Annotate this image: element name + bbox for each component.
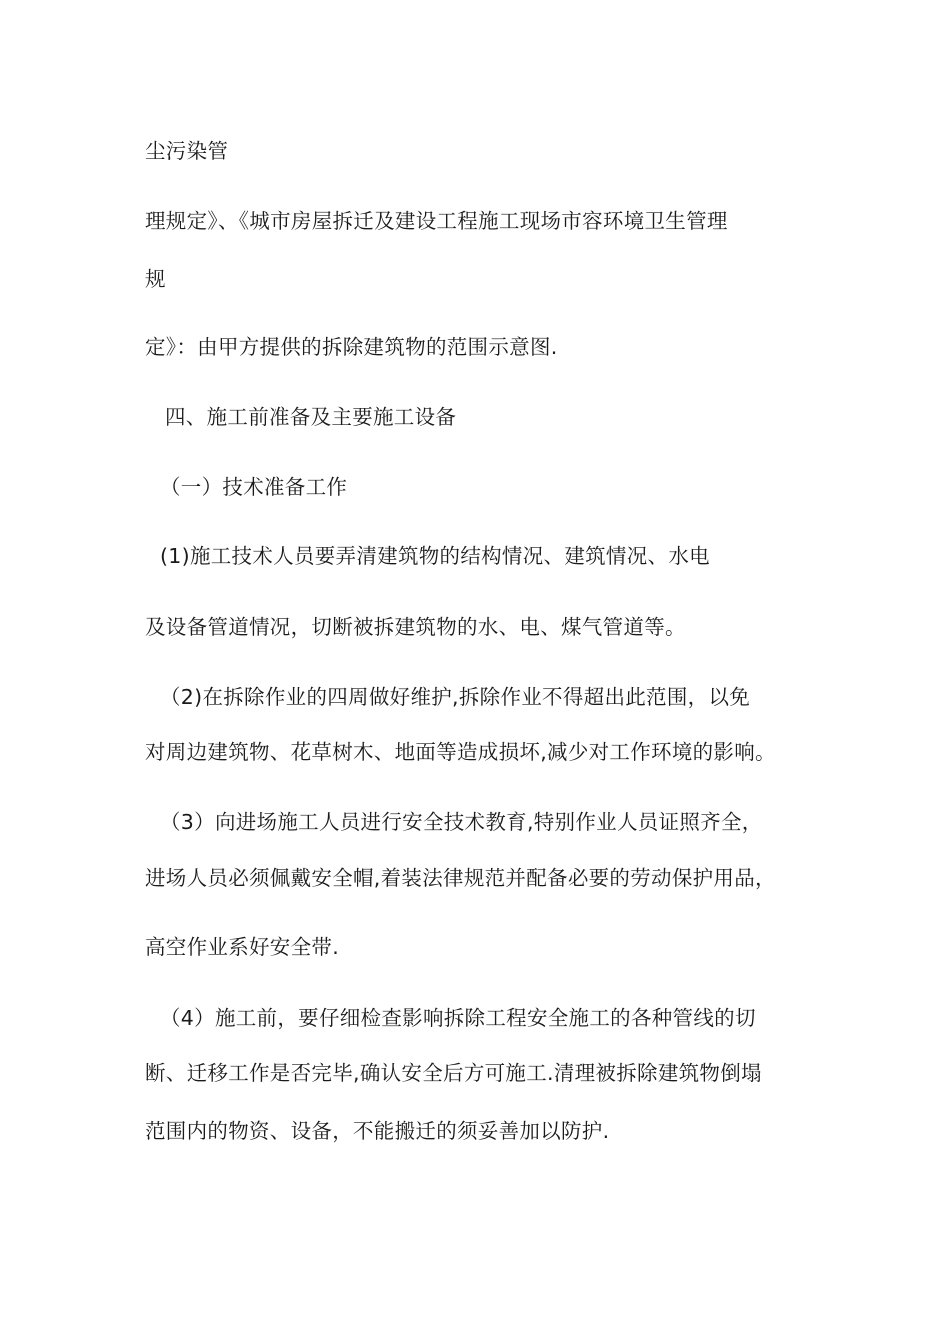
text-line: 对周边建筑物、花草树木、地面等造成损坏,减少对工作环境的影响。 xyxy=(145,740,776,764)
text-line: 尘污染管 xyxy=(145,139,229,163)
subsection-heading: （一）技术准备工作 xyxy=(160,475,348,499)
text-line: 进场人员必须佩戴安全帽,着装法律规范并配备必要的劳动保护用品， xyxy=(145,866,776,890)
text-line: （3）向进场施工人员进行安全技术教育,特别作业人员证照齐全， xyxy=(160,810,763,834)
text-line: 高空作业系好安全带. xyxy=(145,935,340,959)
section-heading: 四、施工前准备及主要施工设备 xyxy=(165,405,457,429)
text-line: 规 xyxy=(145,267,166,291)
text-line: 及设备管道情况，切断被拆建筑物的水、电、煤气管道等。 xyxy=(145,615,686,639)
text-line: （2)在拆除作业的四周做好维护,拆除作业不得超出此范围，以免 xyxy=(160,685,751,709)
text-line: 定》：由甲方提供的拆除建筑物的范围示意图. xyxy=(145,335,558,359)
text-line: 理规定》、《城市房屋拆迁及建设工程施工现场市容环境卫生管理 xyxy=(145,209,728,233)
text-line: (1)施工技术人员要弄清建筑物的结构情况、建筑情况、水电 xyxy=(160,544,710,568)
text-line: （4）施工前，要仔细检查影响拆除工程安全施工的各种管线的切 xyxy=(160,1006,756,1030)
text-line: 断、迁移工作是否完毕,确认安全后方可施工.清理被拆除建筑物倒塌 xyxy=(145,1061,762,1085)
text-line: 范围内的物资、设备，不能搬迁的须妥善加以防护. xyxy=(145,1119,610,1143)
